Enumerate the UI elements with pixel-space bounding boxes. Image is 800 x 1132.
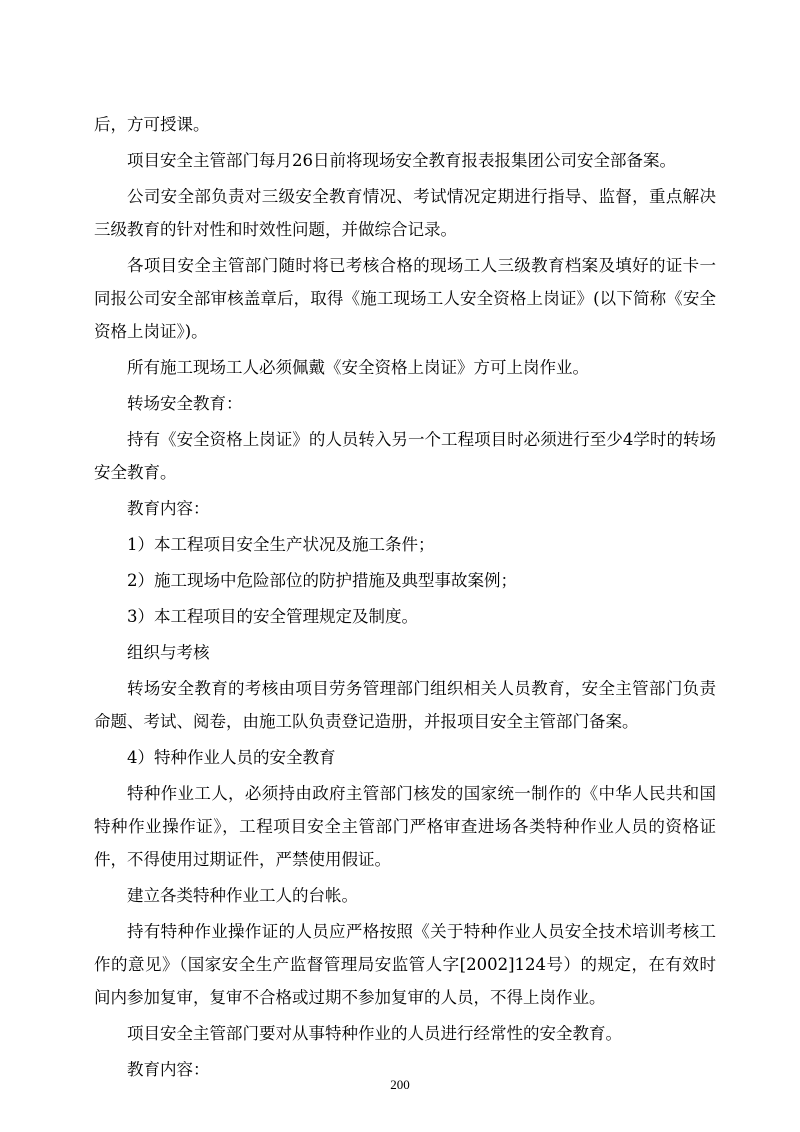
paragraph: 转场安全教育：	[127, 394, 243, 413]
paragraph: 项目安全主管部门要对从事特种作业的人员进行经常性的安全教育。	[127, 1024, 622, 1043]
paragraph: 3）本工程项目的安全管理规定及制度。	[127, 607, 418, 626]
paragraph: 2）施工现场中危险部位的防护措施及典型事故案例；	[127, 571, 517, 590]
paragraph: 后，方可授课。	[94, 115, 210, 134]
paragraph: 4）特种作业人员的安全教育	[127, 748, 336, 767]
paragraph: 转场安全教育的考核由项目劳务管理部门组织相关人员教育，安全主管部门负责命题、考试、阅卷，由施工队负责登记造册，并报项目安全主管部门备案。	[94, 679, 716, 731]
paragraph: 持有特种作业操作证的人员应严格按照《关于特种作业人员安全技术培训考核工作的意见》（国家安全生产监督管理局安监管人字[2002]124号）的规定，在有效时间内参加复审，复审不合格或过期不参加复审的人员，不得上岗作业。	[94, 922, 716, 1007]
paragraph: 项目安全主管部门每月26日前将现场安全教育报表报集团公司安全部备案。	[127, 151, 676, 170]
paragraph: 公司安全部负责对三级安全教育情况、考试情况定期进行指导、监督，重点解决三级教育的针对性和时效性问题，并做综合记录。	[94, 187, 716, 239]
paragraph: 特种作业工人，必须持由政府主管部门核发的国家统一制作的《中华人民共和国特种作业操作证》，工程项目安全主管部门严格审查进场各类特种作业人员的资格证件，不得使用过期证件，严禁使用假证。	[94, 784, 716, 869]
paragraph: 建立各类特种作业工人的台帐。	[127, 886, 358, 905]
paragraph: 教育内容：	[127, 499, 210, 518]
paragraph: 所有施工现场工人必须佩戴《安全资格上岗证》方可上岗作业。	[127, 358, 589, 377]
paragraph: 持有《安全资格上岗证》的人员转入另一个工程项目时必须进行至少4学时的转场安全教育。	[94, 430, 716, 482]
page-number: 200	[390, 1077, 410, 1092]
paragraph: 教育内容：	[127, 1060, 210, 1079]
paragraph: 各项目安全主管部门随时将已考核合格的现场工人三级教育档案及填好的证卡一同报公司安全部审核盖章后，取得《施工现场工人安全资格上岗证》(以下简称《安全资格上岗证》)。	[94, 256, 716, 341]
document-body	[94, 108, 716, 1089]
paragraph: 1）本工程项目安全生产状况及施工条件；	[127, 535, 435, 554]
paragraph: 组织与考核	[127, 643, 210, 662]
